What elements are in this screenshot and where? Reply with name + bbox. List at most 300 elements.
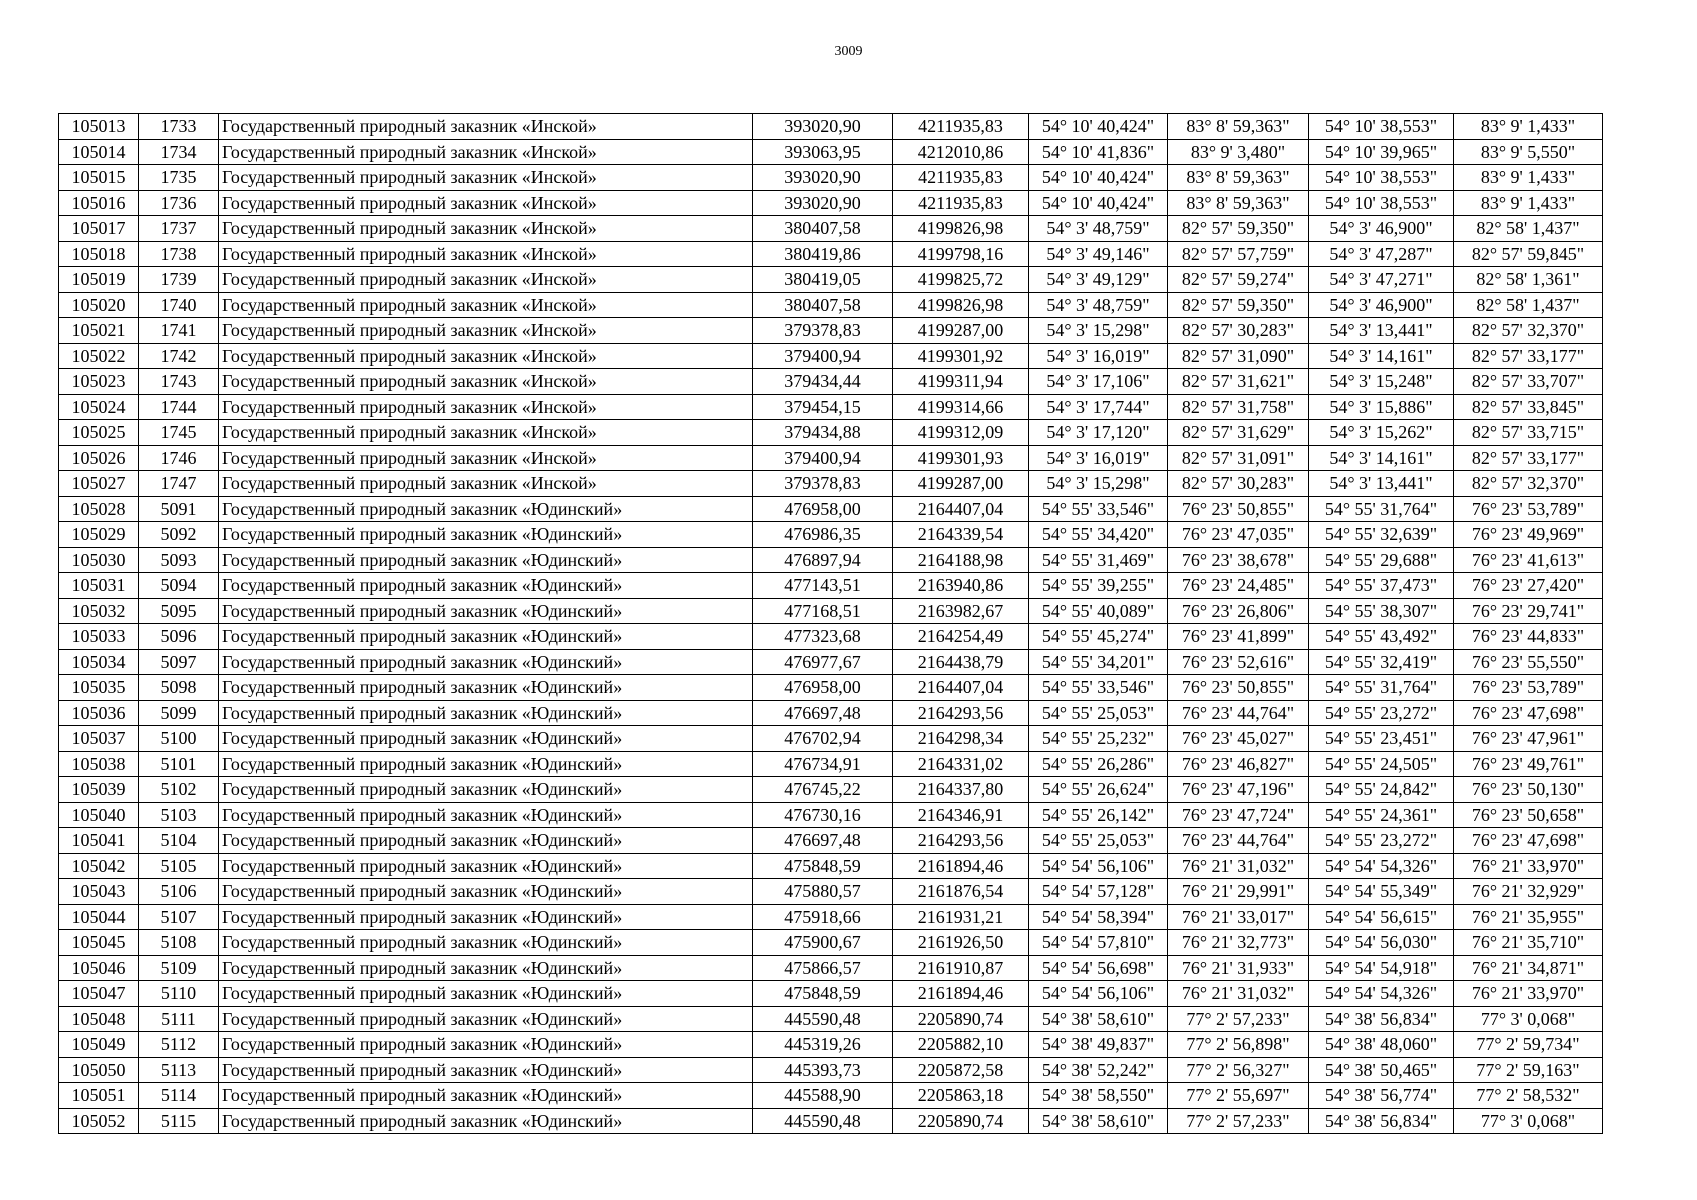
cell-y-coordinate: 4199826,98	[893, 216, 1029, 242]
cell-longitude-1: 82° 57' 57,759"	[1168, 241, 1309, 267]
cell-record-id: 105045	[59, 930, 139, 956]
cell-longitude-2: 76° 21' 33,970"	[1454, 853, 1603, 879]
cell-latitude-1: 54° 55' 33,546"	[1029, 496, 1168, 522]
cell-longitude-2: 76° 23' 47,698"	[1454, 700, 1603, 726]
cell-latitude-2: 54° 3' 15,886"	[1309, 394, 1454, 420]
cell-x-coordinate: 476958,00	[753, 675, 893, 701]
cell-x-coordinate: 380419,86	[753, 241, 893, 267]
cell-point-number: 5107	[139, 904, 219, 930]
cell-point-number: 1736	[139, 190, 219, 216]
cell-y-coordinate: 2164298,34	[893, 726, 1029, 752]
cell-name: Государственный природный заказник «Инской»	[219, 241, 753, 267]
table-row	[59, 802, 1603, 828]
cell-point-number: 5112	[139, 1032, 219, 1058]
cell-x-coordinate: 476977,67	[753, 649, 893, 675]
cell-x-coordinate: 475918,66	[753, 904, 893, 930]
cell-x-coordinate: 379400,94	[753, 445, 893, 471]
cell-latitude-2: 54° 55' 37,473"	[1309, 573, 1454, 599]
table-row	[59, 267, 1603, 293]
table-body	[59, 114, 1603, 1134]
cell-record-id: 105047	[59, 981, 139, 1007]
cell-name: Государственный природный заказник «Инской»	[219, 420, 753, 446]
cell-y-coordinate: 2164438,79	[893, 649, 1029, 675]
cell-longitude-2: 76° 21' 35,710"	[1454, 930, 1603, 956]
cell-point-number: 1733	[139, 114, 219, 140]
cell-name: Государственный природный заказник «Инской»	[219, 165, 753, 191]
cell-latitude-2: 54° 3' 47,271"	[1309, 267, 1454, 293]
cell-longitude-1: 76° 23' 50,855"	[1168, 675, 1309, 701]
cell-longitude-1: 83° 9' 3,480"	[1168, 139, 1309, 165]
cell-longitude-1: 76° 23' 50,855"	[1168, 496, 1309, 522]
cell-latitude-2: 54° 54' 55,349"	[1309, 879, 1454, 905]
cell-latitude-2: 54° 55' 32,639"	[1309, 522, 1454, 548]
cell-y-coordinate: 2164331,02	[893, 751, 1029, 777]
cell-x-coordinate: 393020,90	[753, 165, 893, 191]
cell-point-number: 5113	[139, 1057, 219, 1083]
cell-name: Государственный природный заказник «Юдинский»	[219, 726, 753, 752]
cell-longitude-1: 76° 23' 45,027"	[1168, 726, 1309, 752]
cell-name: Государственный природный заказник «Юдинский»	[219, 879, 753, 905]
table-row	[59, 879, 1603, 905]
cell-longitude-1: 76° 23' 26,806"	[1168, 598, 1309, 624]
cell-x-coordinate: 379434,44	[753, 369, 893, 395]
cell-longitude-1: 76° 23' 47,035"	[1168, 522, 1309, 548]
cell-record-id: 105028	[59, 496, 139, 522]
cell-record-id: 105042	[59, 853, 139, 879]
table-row	[59, 598, 1603, 624]
cell-y-coordinate: 4199311,94	[893, 369, 1029, 395]
table-row	[59, 700, 1603, 726]
cell-name: Государственный природный заказник «Инской»	[219, 114, 753, 140]
cell-latitude-2: 54° 55' 24,361"	[1309, 802, 1454, 828]
table-row	[59, 394, 1603, 420]
cell-latitude-1: 54° 55' 34,201"	[1029, 649, 1168, 675]
cell-longitude-2: 83° 9' 1,433"	[1454, 114, 1603, 140]
table-row	[59, 675, 1603, 701]
cell-record-id: 105034	[59, 649, 139, 675]
cell-latitude-2: 54° 38' 56,834"	[1309, 1006, 1454, 1032]
cell-longitude-1: 83° 8' 59,363"	[1168, 114, 1309, 140]
cell-point-number: 1743	[139, 369, 219, 395]
cell-latitude-2: 54° 10' 38,553"	[1309, 190, 1454, 216]
cell-y-coordinate: 2163940,86	[893, 573, 1029, 599]
table-row	[59, 981, 1603, 1007]
cell-point-number: 5104	[139, 828, 219, 854]
cell-longitude-2: 76° 23' 49,761"	[1454, 751, 1603, 777]
table-row	[59, 726, 1603, 752]
cell-latitude-2: 54° 38' 56,774"	[1309, 1083, 1454, 1109]
cell-x-coordinate: 445590,48	[753, 1108, 893, 1134]
cell-longitude-1: 76° 23' 44,764"	[1168, 828, 1309, 854]
cell-x-coordinate: 379400,94	[753, 343, 893, 369]
cell-name: Государственный природный заказник «Инской»	[219, 216, 753, 242]
cell-point-number: 1737	[139, 216, 219, 242]
cell-point-number: 5105	[139, 853, 219, 879]
cell-y-coordinate: 2164407,04	[893, 496, 1029, 522]
cell-point-number: 1742	[139, 343, 219, 369]
cell-y-coordinate: 4212010,86	[893, 139, 1029, 165]
cell-latitude-2: 54° 55' 23,272"	[1309, 700, 1454, 726]
cell-record-id: 105049	[59, 1032, 139, 1058]
cell-longitude-1: 82° 57' 59,274"	[1168, 267, 1309, 293]
cell-point-number: 5098	[139, 675, 219, 701]
cell-point-number: 1745	[139, 420, 219, 446]
cell-x-coordinate: 380407,58	[753, 216, 893, 242]
cell-longitude-1: 77° 2' 56,898"	[1168, 1032, 1309, 1058]
cell-y-coordinate: 2164188,98	[893, 547, 1029, 573]
cell-y-coordinate: 4211935,83	[893, 190, 1029, 216]
table-row	[59, 445, 1603, 471]
cell-x-coordinate: 380407,58	[753, 292, 893, 318]
cell-record-id: 105032	[59, 598, 139, 624]
cell-name: Государственный природный заказник «Юдинский»	[219, 853, 753, 879]
cell-latitude-2: 54° 38' 48,060"	[1309, 1032, 1454, 1058]
table-row	[59, 930, 1603, 956]
cell-x-coordinate: 475848,59	[753, 853, 893, 879]
page-number: 3009	[834, 44, 863, 59]
cell-name: Государственный природный заказник «Инской»	[219, 139, 753, 165]
table-row	[59, 139, 1603, 165]
cell-longitude-2: 77° 3' 0,068"	[1454, 1108, 1603, 1134]
cell-point-number: 5096	[139, 624, 219, 650]
cell-longitude-2: 82° 57' 33,177"	[1454, 445, 1603, 471]
cell-latitude-2: 54° 10' 38,553"	[1309, 165, 1454, 191]
cell-record-id: 105016	[59, 190, 139, 216]
cell-longitude-1: 77° 2' 56,327"	[1168, 1057, 1309, 1083]
cell-longitude-2: 82° 57' 33,707"	[1454, 369, 1603, 395]
cell-y-coordinate: 2163982,67	[893, 598, 1029, 624]
cell-longitude-1: 76° 23' 41,899"	[1168, 624, 1309, 650]
cell-name: Государственный природный заказник «Юдинский»	[219, 598, 753, 624]
cell-longitude-2: 83° 9' 1,433"	[1454, 165, 1603, 191]
coordinates-table	[58, 113, 1603, 1134]
cell-name: Государственный природный заказник «Юдинский»	[219, 547, 753, 573]
cell-longitude-1: 82° 57' 59,350"	[1168, 292, 1309, 318]
cell-y-coordinate: 4199312,09	[893, 420, 1029, 446]
cell-longitude-1: 82° 57' 31,629"	[1168, 420, 1309, 446]
cell-point-number: 5115	[139, 1108, 219, 1134]
cell-latitude-1: 54° 55' 26,624"	[1029, 777, 1168, 803]
cell-longitude-1: 76° 21' 33,017"	[1168, 904, 1309, 930]
cell-y-coordinate: 4199826,98	[893, 292, 1029, 318]
cell-latitude-1: 54° 55' 34,420"	[1029, 522, 1168, 548]
cell-point-number: 5095	[139, 598, 219, 624]
cell-record-id: 105024	[59, 394, 139, 420]
cell-x-coordinate: 445588,90	[753, 1083, 893, 1109]
table-row	[59, 751, 1603, 777]
cell-longitude-1: 77° 2' 57,233"	[1168, 1006, 1309, 1032]
cell-longitude-1: 82° 57' 31,091"	[1168, 445, 1309, 471]
cell-y-coordinate: 4211935,83	[893, 114, 1029, 140]
cell-record-id: 105046	[59, 955, 139, 981]
cell-x-coordinate: 445319,26	[753, 1032, 893, 1058]
cell-name: Государственный природный заказник «Юдинский»	[219, 1083, 753, 1109]
cell-x-coordinate: 476897,94	[753, 547, 893, 573]
cell-longitude-1: 76° 21' 29,991"	[1168, 879, 1309, 905]
cell-longitude-2: 76° 23' 41,613"	[1454, 547, 1603, 573]
cell-longitude-2: 76° 23' 50,130"	[1454, 777, 1603, 803]
cell-name: Государственный природный заказник «Юдинский»	[219, 1032, 753, 1058]
cell-longitude-2: 76° 23' 44,833"	[1454, 624, 1603, 650]
cell-record-id: 105025	[59, 420, 139, 446]
cell-longitude-1: 76° 23' 44,764"	[1168, 700, 1309, 726]
cell-latitude-2: 54° 38' 50,465"	[1309, 1057, 1454, 1083]
cell-y-coordinate: 2205890,74	[893, 1108, 1029, 1134]
cell-name: Государственный природный заказник «Юдинский»	[219, 751, 753, 777]
cell-record-id: 105026	[59, 445, 139, 471]
cell-record-id: 105018	[59, 241, 139, 267]
cell-longitude-2: 76° 23' 29,741"	[1454, 598, 1603, 624]
cell-x-coordinate: 379378,83	[753, 318, 893, 344]
cell-y-coordinate: 2164407,04	[893, 675, 1029, 701]
table-row	[59, 624, 1603, 650]
cell-latitude-2: 54° 55' 24,505"	[1309, 751, 1454, 777]
cell-point-number: 5102	[139, 777, 219, 803]
cell-latitude-2: 54° 55' 32,419"	[1309, 649, 1454, 675]
cell-record-id: 105013	[59, 114, 139, 140]
cell-y-coordinate: 2164293,56	[893, 828, 1029, 854]
cell-record-id: 105022	[59, 343, 139, 369]
cell-longitude-2: 82° 58' 1,437"	[1454, 292, 1603, 318]
cell-name: Государственный природный заказник «Юдинский»	[219, 649, 753, 675]
cell-latitude-2: 54° 55' 29,688"	[1309, 547, 1454, 573]
cell-latitude-2: 54° 55' 43,492"	[1309, 624, 1454, 650]
cell-name: Государственный природный заказник «Юдинский»	[219, 777, 753, 803]
cell-y-coordinate: 2205882,10	[893, 1032, 1029, 1058]
cell-y-coordinate: 4199301,93	[893, 445, 1029, 471]
cell-longitude-1: 76° 21' 32,773"	[1168, 930, 1309, 956]
table-row	[59, 471, 1603, 497]
table-row	[59, 190, 1603, 216]
cell-y-coordinate: 4199287,00	[893, 318, 1029, 344]
cell-longitude-1: 83° 8' 59,363"	[1168, 165, 1309, 191]
cell-record-id: 105031	[59, 573, 139, 599]
table-row	[59, 853, 1603, 879]
cell-y-coordinate: 2161910,87	[893, 955, 1029, 981]
table-row	[59, 573, 1603, 599]
cell-x-coordinate: 477323,68	[753, 624, 893, 650]
cell-name: Государственный природный заказник «Инской»	[219, 343, 753, 369]
cell-record-id: 105020	[59, 292, 139, 318]
cell-latitude-1: 54° 55' 33,546"	[1029, 675, 1168, 701]
cell-name: Государственный природный заказник «Инской»	[219, 471, 753, 497]
cell-x-coordinate: 475880,57	[753, 879, 893, 905]
cell-latitude-1: 54° 38' 49,837"	[1029, 1032, 1168, 1058]
cell-longitude-1: 76° 23' 47,724"	[1168, 802, 1309, 828]
cell-latitude-2: 54° 3' 13,441"	[1309, 318, 1454, 344]
cell-x-coordinate: 477168,51	[753, 598, 893, 624]
table-row	[59, 318, 1603, 344]
cell-latitude-2: 54° 10' 39,965"	[1309, 139, 1454, 165]
cell-record-id: 105021	[59, 318, 139, 344]
cell-latitude-1: 54° 3' 15,298"	[1029, 471, 1168, 497]
cell-point-number: 1738	[139, 241, 219, 267]
cell-name: Государственный природный заказник «Юдинский»	[219, 904, 753, 930]
cell-latitude-1: 54° 10' 40,424"	[1029, 114, 1168, 140]
cell-longitude-2: 76° 21' 35,955"	[1454, 904, 1603, 930]
cell-record-id: 105035	[59, 675, 139, 701]
cell-name: Государственный природный заказник «Инской»	[219, 445, 753, 471]
cell-latitude-2: 54° 3' 14,161"	[1309, 343, 1454, 369]
cell-record-id: 105036	[59, 700, 139, 726]
cell-point-number: 1739	[139, 267, 219, 293]
table-row	[59, 955, 1603, 981]
cell-longitude-2: 76° 23' 27,420"	[1454, 573, 1603, 599]
cell-point-number: 5097	[139, 649, 219, 675]
cell-point-number: 5093	[139, 547, 219, 573]
cell-y-coordinate: 2205890,74	[893, 1006, 1029, 1032]
cell-x-coordinate: 393063,95	[753, 139, 893, 165]
cell-latitude-2: 54° 54' 56,030"	[1309, 930, 1454, 956]
table-row	[59, 292, 1603, 318]
cell-longitude-2: 76° 23' 47,698"	[1454, 828, 1603, 854]
table-row	[59, 828, 1603, 854]
cell-longitude-2: 77° 2' 59,734"	[1454, 1032, 1603, 1058]
cell-longitude-2: 82° 58' 1,361"	[1454, 267, 1603, 293]
cell-name: Государственный природный заказник «Инской»	[219, 190, 753, 216]
cell-longitude-1: 76° 23' 24,485"	[1168, 573, 1309, 599]
cell-record-id: 105015	[59, 165, 139, 191]
cell-latitude-1: 54° 54' 57,810"	[1029, 930, 1168, 956]
cell-x-coordinate: 476697,48	[753, 700, 893, 726]
cell-name: Государственный природный заказник «Юдинский»	[219, 802, 753, 828]
cell-latitude-2: 54° 54' 54,918"	[1309, 955, 1454, 981]
cell-latitude-2: 54° 3' 47,287"	[1309, 241, 1454, 267]
cell-y-coordinate: 2205872,58	[893, 1057, 1029, 1083]
cell-longitude-1: 82° 57' 30,283"	[1168, 471, 1309, 497]
cell-point-number: 5108	[139, 930, 219, 956]
cell-latitude-2: 54° 3' 14,161"	[1309, 445, 1454, 471]
cell-x-coordinate: 476745,22	[753, 777, 893, 803]
cell-x-coordinate: 476986,35	[753, 522, 893, 548]
cell-latitude-2: 54° 38' 56,834"	[1309, 1108, 1454, 1134]
cell-x-coordinate: 445590,48	[753, 1006, 893, 1032]
cell-name: Государственный природный заказник «Юдинский»	[219, 828, 753, 854]
cell-name: Государственный природный заказник «Юдинский»	[219, 981, 753, 1007]
cell-latitude-2: 54° 3' 15,262"	[1309, 420, 1454, 446]
cell-point-number: 5109	[139, 955, 219, 981]
cell-point-number: 5099	[139, 700, 219, 726]
cell-x-coordinate: 477143,51	[753, 573, 893, 599]
cell-record-id: 105014	[59, 139, 139, 165]
cell-name: Государственный природный заказник «Инской»	[219, 318, 753, 344]
cell-record-id: 105051	[59, 1083, 139, 1109]
table-row	[59, 1032, 1603, 1058]
cell-point-number: 5110	[139, 981, 219, 1007]
cell-longitude-2: 76° 21' 34,871"	[1454, 955, 1603, 981]
cell-longitude-2: 76° 23' 47,961"	[1454, 726, 1603, 752]
cell-y-coordinate: 2164254,49	[893, 624, 1029, 650]
cell-latitude-1: 54° 38' 58,610"	[1029, 1108, 1168, 1134]
cell-x-coordinate: 476697,48	[753, 828, 893, 854]
cell-latitude-1: 54° 3' 49,129"	[1029, 267, 1168, 293]
cell-latitude-1: 54° 3' 48,759"	[1029, 216, 1168, 242]
cell-name: Государственный природный заказник «Инской»	[219, 394, 753, 420]
cell-latitude-1: 54° 3' 15,298"	[1029, 318, 1168, 344]
table-row	[59, 1108, 1603, 1134]
cell-y-coordinate: 4199798,16	[893, 241, 1029, 267]
cell-x-coordinate: 380419,05	[753, 267, 893, 293]
cell-longitude-2: 82° 57' 33,177"	[1454, 343, 1603, 369]
cell-point-number: 5111	[139, 1006, 219, 1032]
cell-longitude-2: 77° 3' 0,068"	[1454, 1006, 1603, 1032]
cell-record-id: 105027	[59, 471, 139, 497]
cell-point-number: 5106	[139, 879, 219, 905]
cell-y-coordinate: 2164337,80	[893, 777, 1029, 803]
cell-longitude-2: 76° 23' 55,550"	[1454, 649, 1603, 675]
cell-y-coordinate: 4199301,92	[893, 343, 1029, 369]
cell-point-number: 5091	[139, 496, 219, 522]
table-row	[59, 343, 1603, 369]
cell-longitude-1: 82° 57' 31,090"	[1168, 343, 1309, 369]
cell-latitude-2: 54° 55' 38,307"	[1309, 598, 1454, 624]
cell-latitude-1: 54° 3' 16,019"	[1029, 445, 1168, 471]
cell-point-number: 1747	[139, 471, 219, 497]
cell-longitude-2: 82° 57' 33,845"	[1454, 394, 1603, 420]
cell-longitude-1: 83° 8' 59,363"	[1168, 190, 1309, 216]
cell-longitude-1: 76° 23' 47,196"	[1168, 777, 1309, 803]
cell-record-id: 105041	[59, 828, 139, 854]
cell-point-number: 5103	[139, 802, 219, 828]
table-row	[59, 165, 1603, 191]
cell-record-id: 105033	[59, 624, 139, 650]
cell-latitude-2: 54° 54' 56,615"	[1309, 904, 1454, 930]
cell-longitude-2: 76° 21' 32,929"	[1454, 879, 1603, 905]
cell-name: Государственный природный заказник «Юдинский»	[219, 700, 753, 726]
cell-record-id: 105050	[59, 1057, 139, 1083]
cell-record-id: 105043	[59, 879, 139, 905]
cell-longitude-1: 76° 23' 38,678"	[1168, 547, 1309, 573]
cell-point-number: 1740	[139, 292, 219, 318]
cell-x-coordinate: 379434,88	[753, 420, 893, 446]
cell-name: Государственный природный заказник «Инской»	[219, 292, 753, 318]
cell-x-coordinate: 379454,15	[753, 394, 893, 420]
cell-longitude-2: 83° 9' 5,550"	[1454, 139, 1603, 165]
cell-y-coordinate: 2161894,46	[893, 853, 1029, 879]
cell-latitude-1: 54° 54' 56,698"	[1029, 955, 1168, 981]
cell-x-coordinate: 393020,90	[753, 190, 893, 216]
cell-record-id: 105029	[59, 522, 139, 548]
cell-latitude-1: 54° 3' 48,759"	[1029, 292, 1168, 318]
cell-latitude-2: 54° 55' 31,764"	[1309, 675, 1454, 701]
cell-y-coordinate: 2164346,91	[893, 802, 1029, 828]
cell-latitude-1: 54° 10' 40,424"	[1029, 165, 1168, 191]
cell-longitude-1: 82° 57' 59,350"	[1168, 216, 1309, 242]
table-row	[59, 241, 1603, 267]
cell-record-id: 105039	[59, 777, 139, 803]
cell-latitude-2: 54° 55' 23,272"	[1309, 828, 1454, 854]
cell-point-number: 5092	[139, 522, 219, 548]
cell-name: Государственный природный заказник «Юдинский»	[219, 675, 753, 701]
cell-latitude-1: 54° 10' 41,836"	[1029, 139, 1168, 165]
table-row	[59, 420, 1603, 446]
cell-latitude-2: 54° 3' 15,248"	[1309, 369, 1454, 395]
cell-longitude-2: 76° 23' 53,789"	[1454, 496, 1603, 522]
table-row	[59, 777, 1603, 803]
cell-latitude-1: 54° 55' 25,053"	[1029, 700, 1168, 726]
cell-name: Государственный природный заказник «Юдинский»	[219, 522, 753, 548]
table-row	[59, 1057, 1603, 1083]
cell-latitude-1: 54° 55' 39,255"	[1029, 573, 1168, 599]
cell-latitude-2: 54° 3' 46,900"	[1309, 292, 1454, 318]
cell-longitude-1: 82° 57' 30,283"	[1168, 318, 1309, 344]
cell-name: Государственный природный заказник «Юдинский»	[219, 930, 753, 956]
cell-x-coordinate: 476730,16	[753, 802, 893, 828]
cell-record-id: 105040	[59, 802, 139, 828]
cell-latitude-1: 54° 38' 58,550"	[1029, 1083, 1168, 1109]
cell-latitude-1: 54° 55' 25,232"	[1029, 726, 1168, 752]
cell-longitude-2: 76° 23' 49,969"	[1454, 522, 1603, 548]
